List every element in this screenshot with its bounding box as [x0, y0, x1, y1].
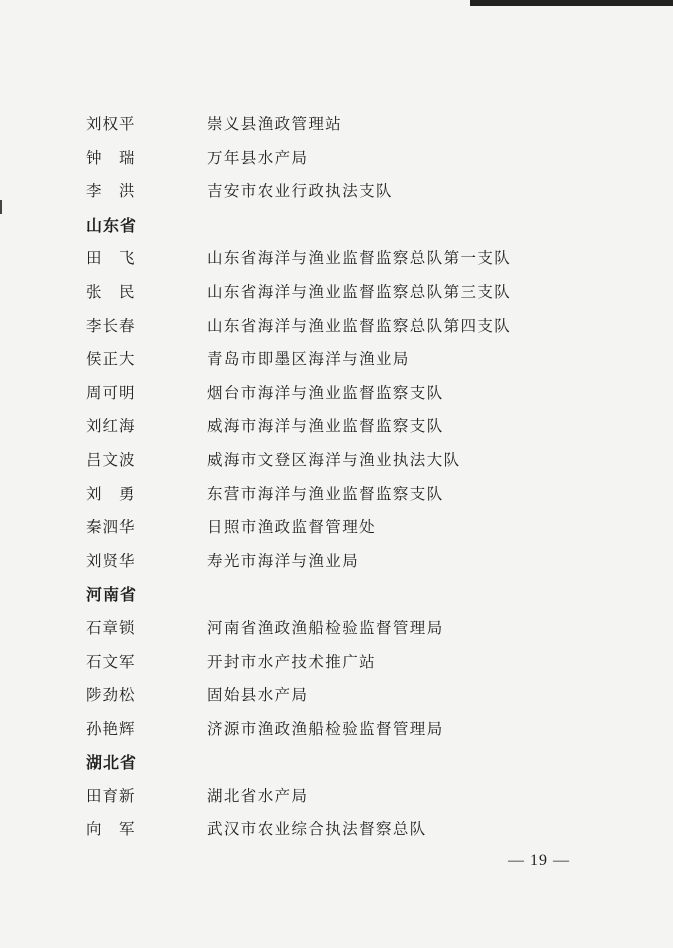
list-item: [0, 545, 673, 579]
organization: 崇义县渔政管理站: [207, 115, 343, 133]
person-name: 孙艳辉: [86, 719, 136, 738]
list-item: [0, 343, 673, 377]
province-label: 河南省: [86, 585, 138, 605]
person-name: 刘 勇: [86, 484, 136, 503]
province-label: 湖北省: [86, 753, 138, 773]
page-number: — 19 —: [508, 852, 570, 869]
person-name: 张 民: [86, 282, 136, 301]
person-name: 石章锁: [86, 618, 136, 637]
organization: 青岛市即墨区海洋与渔业局: [207, 350, 410, 369]
organization: 武汉市农业综合执法督察总队: [207, 820, 427, 839]
organization: 济源市渔政渔船检验监督管理局: [207, 719, 444, 738]
list-item: [0, 410, 673, 444]
person-name: 陟劲松: [86, 686, 136, 705]
personnel-list: [0, 108, 673, 847]
province-heading: [0, 746, 673, 780]
person-name: 侯正大: [86, 350, 136, 369]
organization: 威海市海洋与渔业监督监察支队: [207, 417, 444, 436]
person-name: 向 军: [86, 820, 136, 839]
organization: 固始县水产局: [207, 686, 309, 705]
list-item: [0, 612, 673, 646]
list-item: [0, 377, 673, 411]
person-name: 李长春: [86, 316, 136, 335]
organization: 吉安市农业行政执法支队: [207, 182, 393, 201]
organization: 山东省海洋与渔业监督监察总队第四支队: [207, 316, 512, 335]
list-item: [0, 478, 673, 512]
list-item: [0, 310, 673, 344]
organization: 寿光市海洋与渔业局: [207, 551, 360, 570]
organization: 开封市水产技术推广站: [207, 652, 377, 671]
organization: 威海市文登区海洋与渔业执法大队: [207, 450, 461, 469]
organization: 万年县水产局: [207, 148, 309, 167]
list-item: [0, 242, 673, 276]
person-name: 田 飞: [86, 249, 136, 268]
list-item: [0, 175, 673, 209]
person-name: 钟 瑞: [86, 148, 136, 167]
list-item: [0, 108, 673, 142]
organization: 山东省海洋与渔业监督监察总队第三支队: [207, 282, 512, 301]
person-name: 刘贤华: [86, 551, 136, 570]
organization: 烟台市海洋与渔业监督监察支队: [207, 383, 444, 402]
organization: 河南省渔政渔船检验监督管理局: [207, 618, 444, 637]
province-label: 山东省: [86, 215, 138, 235]
list-item: [0, 142, 673, 176]
person-name: 刘权平: [86, 115, 136, 133]
list-item: [0, 276, 673, 310]
list-item: [0, 780, 673, 814]
organization: 东营市海洋与渔业监督监察支队: [207, 484, 444, 503]
person-name: 周可明: [86, 383, 136, 402]
list-item: [0, 679, 673, 713]
person-name: 秦泗华: [86, 518, 136, 537]
person-name: 李 洪: [86, 182, 136, 201]
scan-edge-mark: [470, 0, 673, 6]
list-item: [0, 713, 673, 747]
province-heading: [0, 209, 673, 243]
list-item: [0, 511, 673, 545]
province-heading: [0, 578, 673, 612]
person-name: 吕文波: [86, 450, 136, 469]
person-name: 田育新: [86, 786, 136, 805]
list-item: [0, 646, 673, 680]
list-item: [0, 813, 673, 847]
person-name: 刘红海: [86, 417, 136, 436]
organization: 湖北省水产局: [207, 786, 309, 805]
list-item: [0, 444, 673, 478]
person-name: 石文军: [86, 652, 136, 671]
organization: 山东省海洋与渔业监督监察总队第一支队: [207, 249, 512, 268]
organization: 日照市渔政监督管理处: [207, 518, 377, 537]
